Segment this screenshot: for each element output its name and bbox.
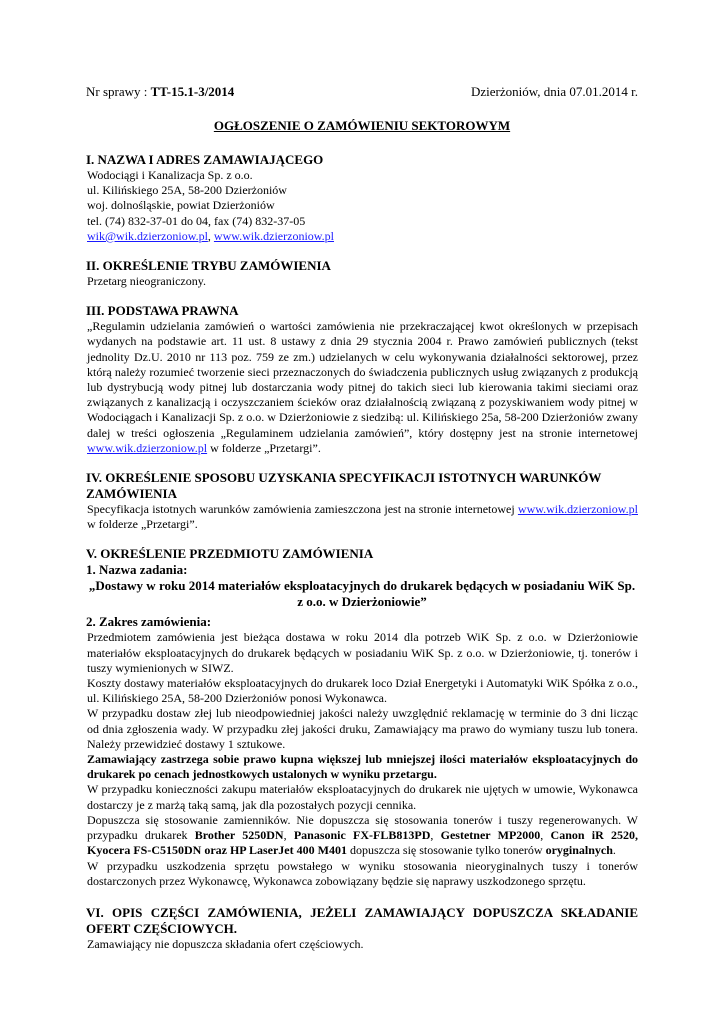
section-2-heading: II. OKREŚLENIE TRYBU ZAMÓWIENIA xyxy=(86,258,331,274)
specification-text: Specyfikacja istotnych warunków zamówienia zamieszczona jest na stronie internetowej xyxy=(87,502,518,517)
scope-paragraph-bold: Zamawiający zastrzega sobie prawo kupna większej lub mniejszej ilości materiałów eksploatacyjnych do drukarek po cenach jednostkowych ustalonych w wyniku przetargu. xyxy=(87,752,638,782)
case-number-line xyxy=(86,84,234,100)
printers-paragraph xyxy=(86,813,638,859)
website-link[interactable]: www.wik.dzierzoniow.pl xyxy=(213,228,335,243)
address-line: tel. (74) 832-37-01 do 04, fax (74) 832-37-05 xyxy=(87,213,306,228)
section-1-body xyxy=(86,168,638,244)
document-header xyxy=(86,84,638,100)
section-4-heading: IV. OKREŚLENIE SPOSOBU UZYSKANIA SPECYFIKACJI ISTOTNYCH WARUNKÓW ZAMÓWIENIA xyxy=(86,470,602,502)
task-name-heading: 1. Nazwa zadania: xyxy=(86,562,188,578)
printer-model: Brother 5250DN xyxy=(194,828,284,843)
case-label: Nr sprawy : xyxy=(86,84,151,99)
printer-model: Panasonic FX-FLB813PD xyxy=(293,828,431,843)
section-3-heading: III. PODSTAWA PRAWNA xyxy=(86,303,239,319)
separator: , xyxy=(207,228,214,243)
scope-heading: 2. Zakres zamówienia: xyxy=(86,614,212,630)
website-link[interactable]: www.wik.dzierzoniow.pl xyxy=(517,502,638,517)
legal-basis-text: „Regulamin udzielania zamówień o wartości zamówienia nie przekraczającej kwot określonych w przepisach wydanych na podstawie art. 11 ust. 8 ustawy z dnia 29 stycznia 2004 r. Prawo zamówień publicznych (tekst jednolity Dz.U. 2010 nr 113 poz. 759 ze zm.) udzielanych w celu wykonywania działalności sektorowej, przez którą należy rozumieć tworzenie sieci przeznaczonych do świadczenia publicznych usług związanych z produkcją lub dystrybucją wody pitnej lub dostarczania wody pitnej do takich sieci lub kierowania takimi sieciami oraz związanych z kanalizacją i oczyszczaniem ścieków oraz działalnością związaną z pozyskiwaniem wody pitnej w Wodociągach i Kanalizacji Sp. z o.o. w Dzierżoniowie z siedzibą: ul. Kilińskiego 25a, 58-200 Dzierżoniów zwany dalej w treści ogłoszenia „Regulaminem udzielania zamówień”, który dostępny jest na stronie internetowej xyxy=(87,319,638,440)
section-5-heading: V. OKREŚLENIE PRZEDMIOTU ZAMÓWIENIA xyxy=(86,546,374,562)
scope-paragraph: W przypadku konieczności zakupu materiałów eksploatacyjnych do drukarek nie ujętych w umowie, Wykonawca dostarczy je z marżą taką samą, jak dla pozostałych pozycji cennika. xyxy=(87,782,638,812)
legal-basis-tail: w folderze „Przetargi”. xyxy=(207,440,321,455)
printers-text: Dopuszcza się stosowanie zamienników. Nie dopuszcza się stosowania tonerów i tuszy regenerowanych. W przypadku drukarek xyxy=(87,812,638,843)
task-name: „Dostawy w roku 2014 materiałów eksploatacyjnych do drukarek będących w posiadaniu WiK Sp. z o.o. w Dzierżoniowie” xyxy=(88,578,636,610)
printer-model: Canon iR 2520, Kyocera FS-C5150DN xyxy=(87,828,639,858)
printers-text: , xyxy=(283,828,294,843)
printers-text: , xyxy=(430,828,441,843)
document-title: OGŁOSZENIE O ZAMÓWIENIU SEKTOROWYM xyxy=(213,118,511,133)
contact-links xyxy=(87,229,638,244)
section-3-text xyxy=(86,319,638,456)
scope-paragraph: Przedmiotem zamówienia jest bieżąca dostawa w roku 2014 dla potrzeb WiK Sp. z o.o. w Dzierżoniowie materiałów eksploatacyjnych do drukarek będących w posiadaniu WiK Sp. z o.o. w Dzierżoniowie, tj. tonerów i tuszy wymienionych w SIWZ. xyxy=(87,630,638,675)
place-date: Dzierżoniów, dnia 07.01.2014 r. xyxy=(470,84,638,99)
scope-paragraph: W przypadku uszkodzenia sprzętu powstałego w wyniku stosowania nieoryginalnych tuszy i tonerów dostarczonych przez Wykonawcę, Wykonawca zobowiązany będzie się naprawy uszkodzonego sprzętu. xyxy=(87,858,638,888)
address-line: Wodociągi i Kanalizacja Sp. z o.o. xyxy=(87,168,253,182)
case-number: TT-15.1-3/2014 xyxy=(150,84,235,99)
printers-text: dopuszcza się stosowanie tylko tonerów xyxy=(346,843,546,858)
section-1-heading: I. NAZWA I ADRES ZAMAWIAJĄCEGO xyxy=(86,152,324,167)
address-line: ul. Kilińskiego 25A, 58-200 Dzierżoniów xyxy=(87,183,287,198)
address-line: woj. dolnośląskie, powiat Dzierżoniów xyxy=(87,198,275,213)
printers-text: , xyxy=(540,828,551,843)
section-4-text xyxy=(86,502,638,532)
section-6-heading: VI. OPIS CZĘŚCI ZAMÓWIENIA, JEŻELI ZAMAWIAJĄCY DOPUSZCZA SKŁADANIE OFERT CZĘŚCIOWYCH. xyxy=(86,904,638,936)
email-link[interactable]: wik@wik.dzierzoniow.pl xyxy=(87,228,208,243)
website-link[interactable]: www.wik.dzierzoniow.pl xyxy=(87,440,208,455)
original-emphasis: oryginalnych xyxy=(545,843,613,858)
printer-model: Gestetner MP2000 xyxy=(440,828,541,843)
section-2-text: Przetarg nieograniczony. xyxy=(87,274,206,289)
specification-tail: w folderze „Przetargi”. xyxy=(87,517,198,532)
printers-text: . xyxy=(612,843,616,858)
scope-paragraph: Koszty dostawy materiałów eksploatacyjnych do drukarek loco Dział Energetyki i Automatyki WiK Spółka z o.o., ul. Kilińskiego 25A, 58-200 Dzierżoniów ponosi Wykonawca. xyxy=(87,676,638,706)
scope-paragraph: W przypadku dostaw złej lub nieodpowiedniej jakości należy uwzględnić reklamację w terminie do 3 dni licząc od dnia zgłoszenia wady. W przypadku złej jakości druku, Zamawiający ma prawo do wymiany tuszu lub tonera. Należy przewidzieć dostawy 1 sztukowe. xyxy=(87,706,638,751)
section-6-text: Zamawiający nie dopuszcza składania ofert częściowych. xyxy=(87,936,364,951)
printer-model: oraz HP LaserJet 400 M401 xyxy=(204,843,347,858)
